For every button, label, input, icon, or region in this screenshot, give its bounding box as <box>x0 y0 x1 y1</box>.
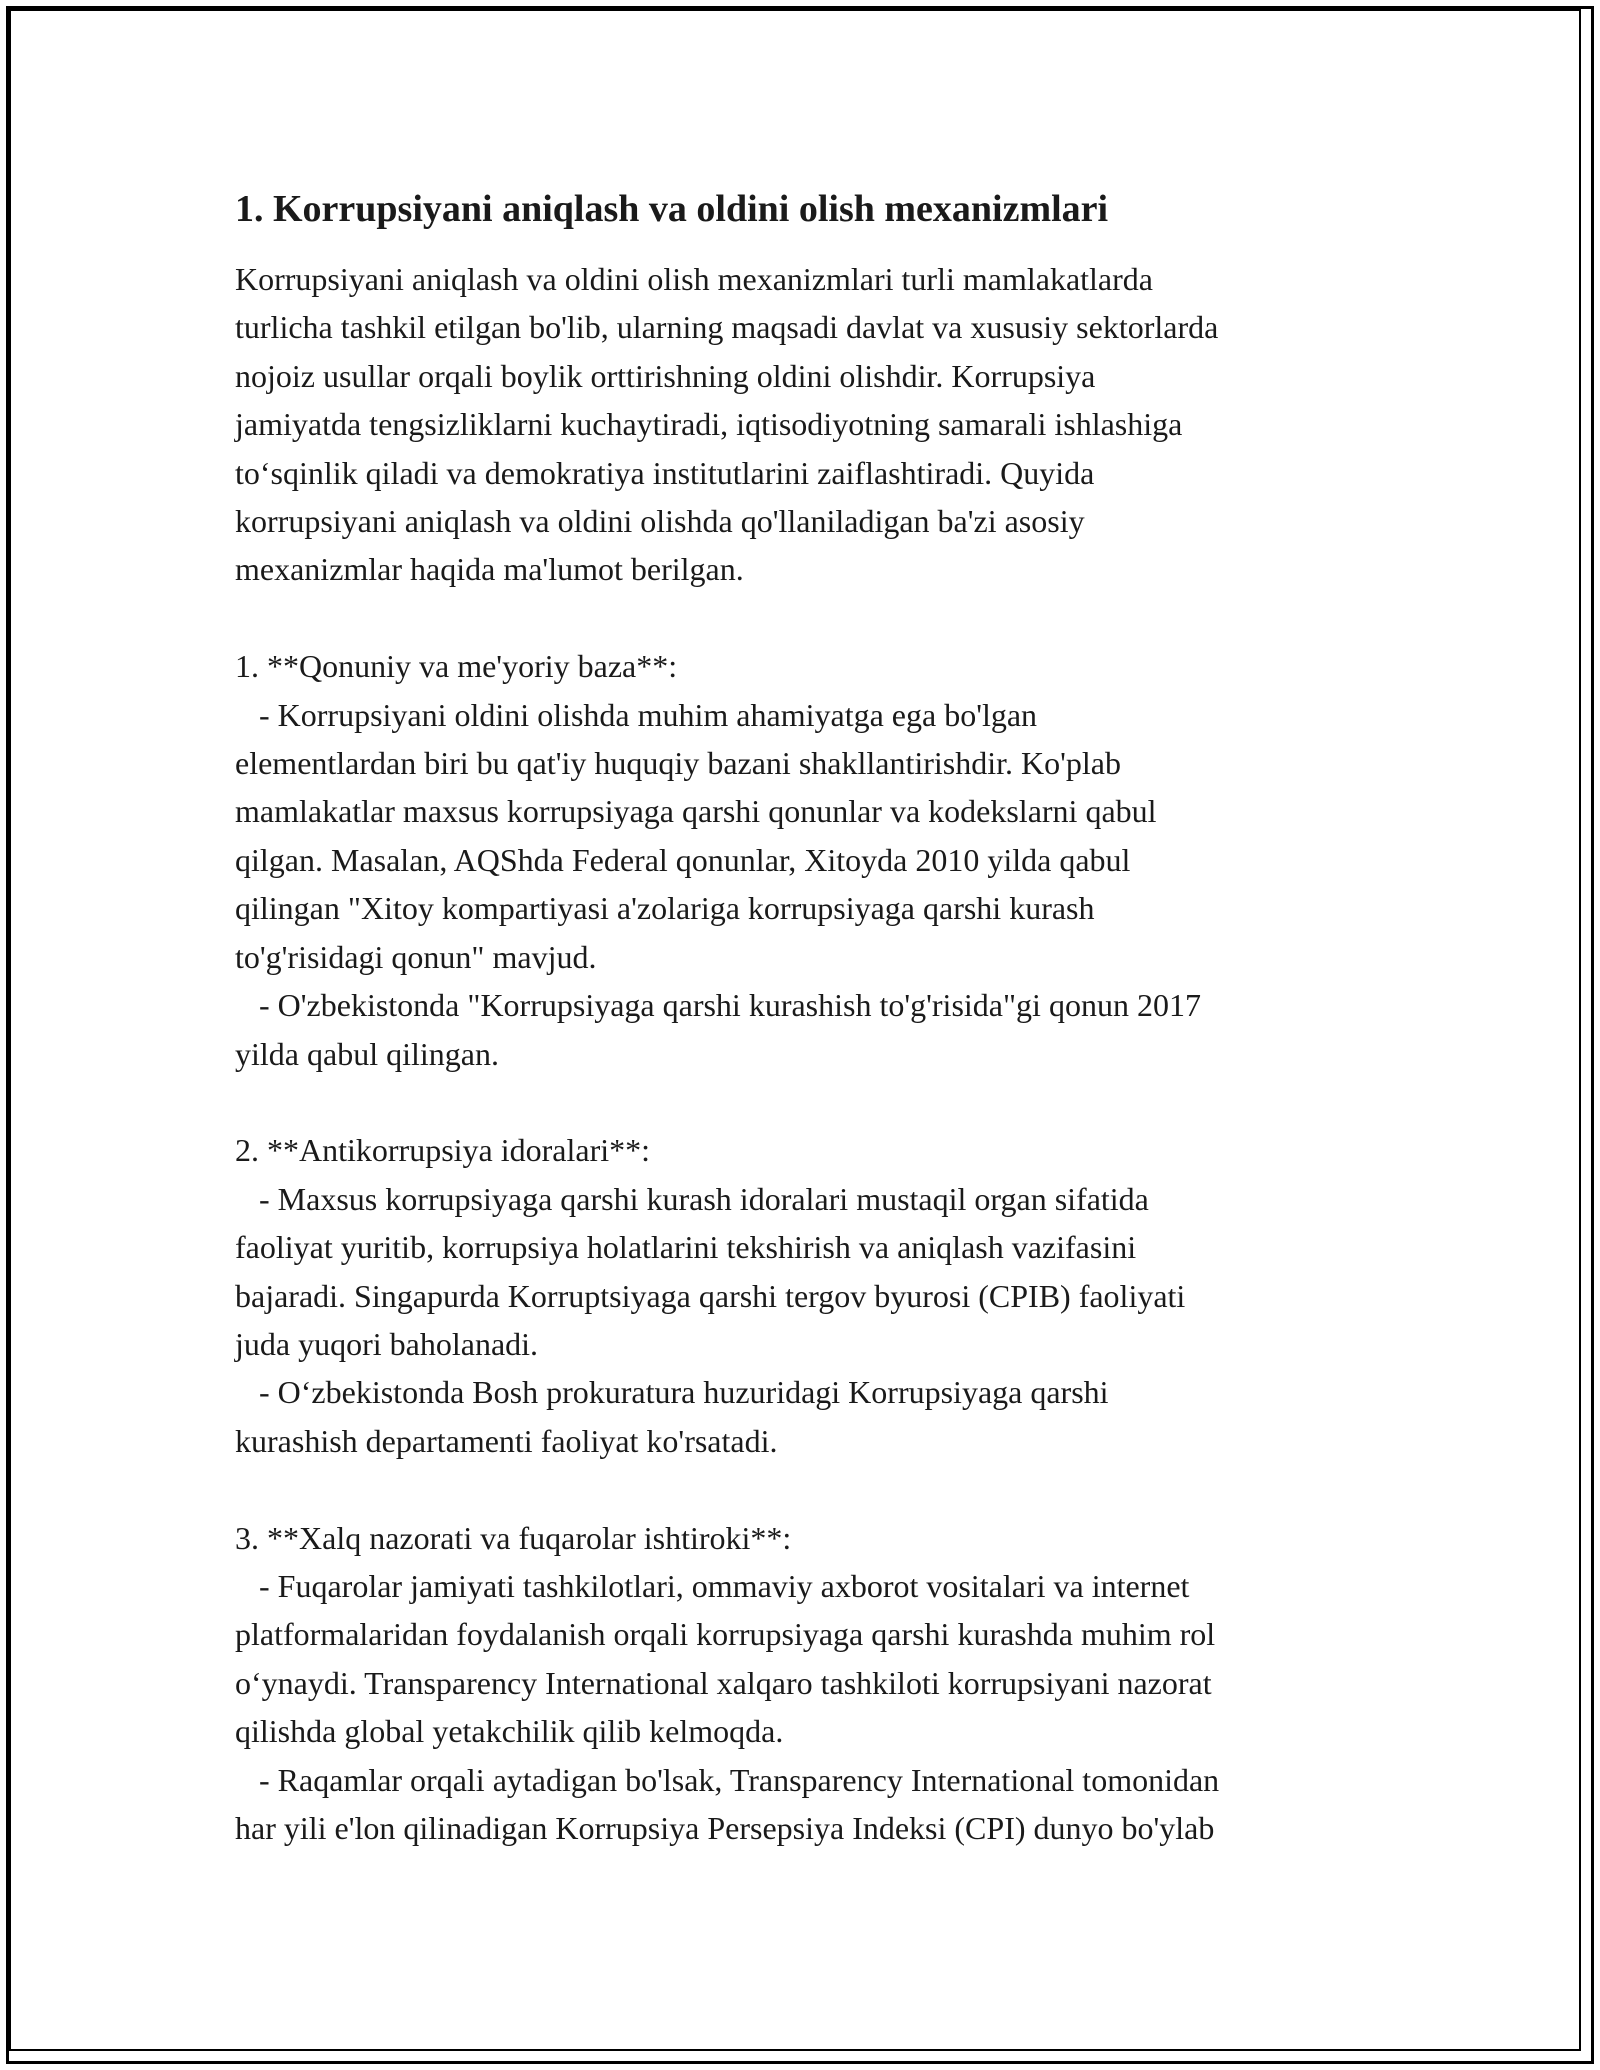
section-heading: 1. Korrupsiyani aniqlash va oldini olish mexanizmlari <box>235 188 1109 230</box>
document-body: Korrupsiyani aniqlash va oldini olish mexanizmlari turli mamlakatlarda turlicha tashkil etilgan bo'lib, ularning maqsadi davlat va xususiy sektorlarda nojoiz usullar orqali boylik orttirishning oldini olishdir. Korrupsiya jamiyatda tengsizliklarni kuchaytiradi, iqtisodiyotning samarali ishlashiga to‘sqinlik qiladi va demokratiya institutlarini zaiflashtiradi. Quyida korrupsiyani aniqlash va oldini olishda qo'llaniladigan ba'zi asosiy mexanizmlar haqida ma'lumot berilgan. 1. **Qonuniy va me'yoriy baza**: - Korrupsiyani oldini olishda muhim ahamiyatga ega bo'lgan elementlardan biri bu qat'iy huquqiy bazani shakllantirishdir. Ko'plab mamlakatlar maxsus korrupsiyaga qarshi qonunlar va kodekslarni qabul qilgan. Masalan, AQShda Federal qonunlar, Xitoyda 2010 yilda qabul qilingan "Xitoy kompartiyasi a'zolariga korrupsiyaga qarshi kurash to'g'risidagi qonun" mavjud. - O'zbekistonda "Korrupsiyaga qarshi kurashish to'g'risida"gi qonun 2017 yilda qabul qilingan. 2. **Antikorrupsiya idoralari**: - Maxsus korrupsiyaga qarshi kurash idoralari mustaqil organ sifatida faoliyat yuritib, korrupsiya holatlarini tekshirish va aniqlash vazifasini bajaradi. Singapurda Korruptsiyaga qarshi tergov byurosi (CPIB) faoliyati juda yuqori baholanadi. - O‘zbekistonda Bosh prokuratura huzuridagi Korrupsiyaga qarshi kurashish departamenti faoliyat ko'rsatadi. 3. **Xalq nazorati va fuqarolar ishtiroki**: - Fuqarolar jamiyati tashkilotlari, ommaviy axborot vositalari va internet platformalaridan foydalanish orqali korrupsiyaga qarshi kurashda muhim rol o‘ynaydi. Transparency International xalqaro tashkiloti korrupsiyani nazorat qilishda global yetakchilik qilib kelmoqda. - Raqamlar orqali aytadigan bo'lsak, Transparency International tomonidan har yili e'lon qilinadigan Korrupsiya Persepsiya Indeksi (CPI) dunyo bo'ylab <box>235 261 1220 1846</box>
document-content <box>235 185 1375 1852</box>
